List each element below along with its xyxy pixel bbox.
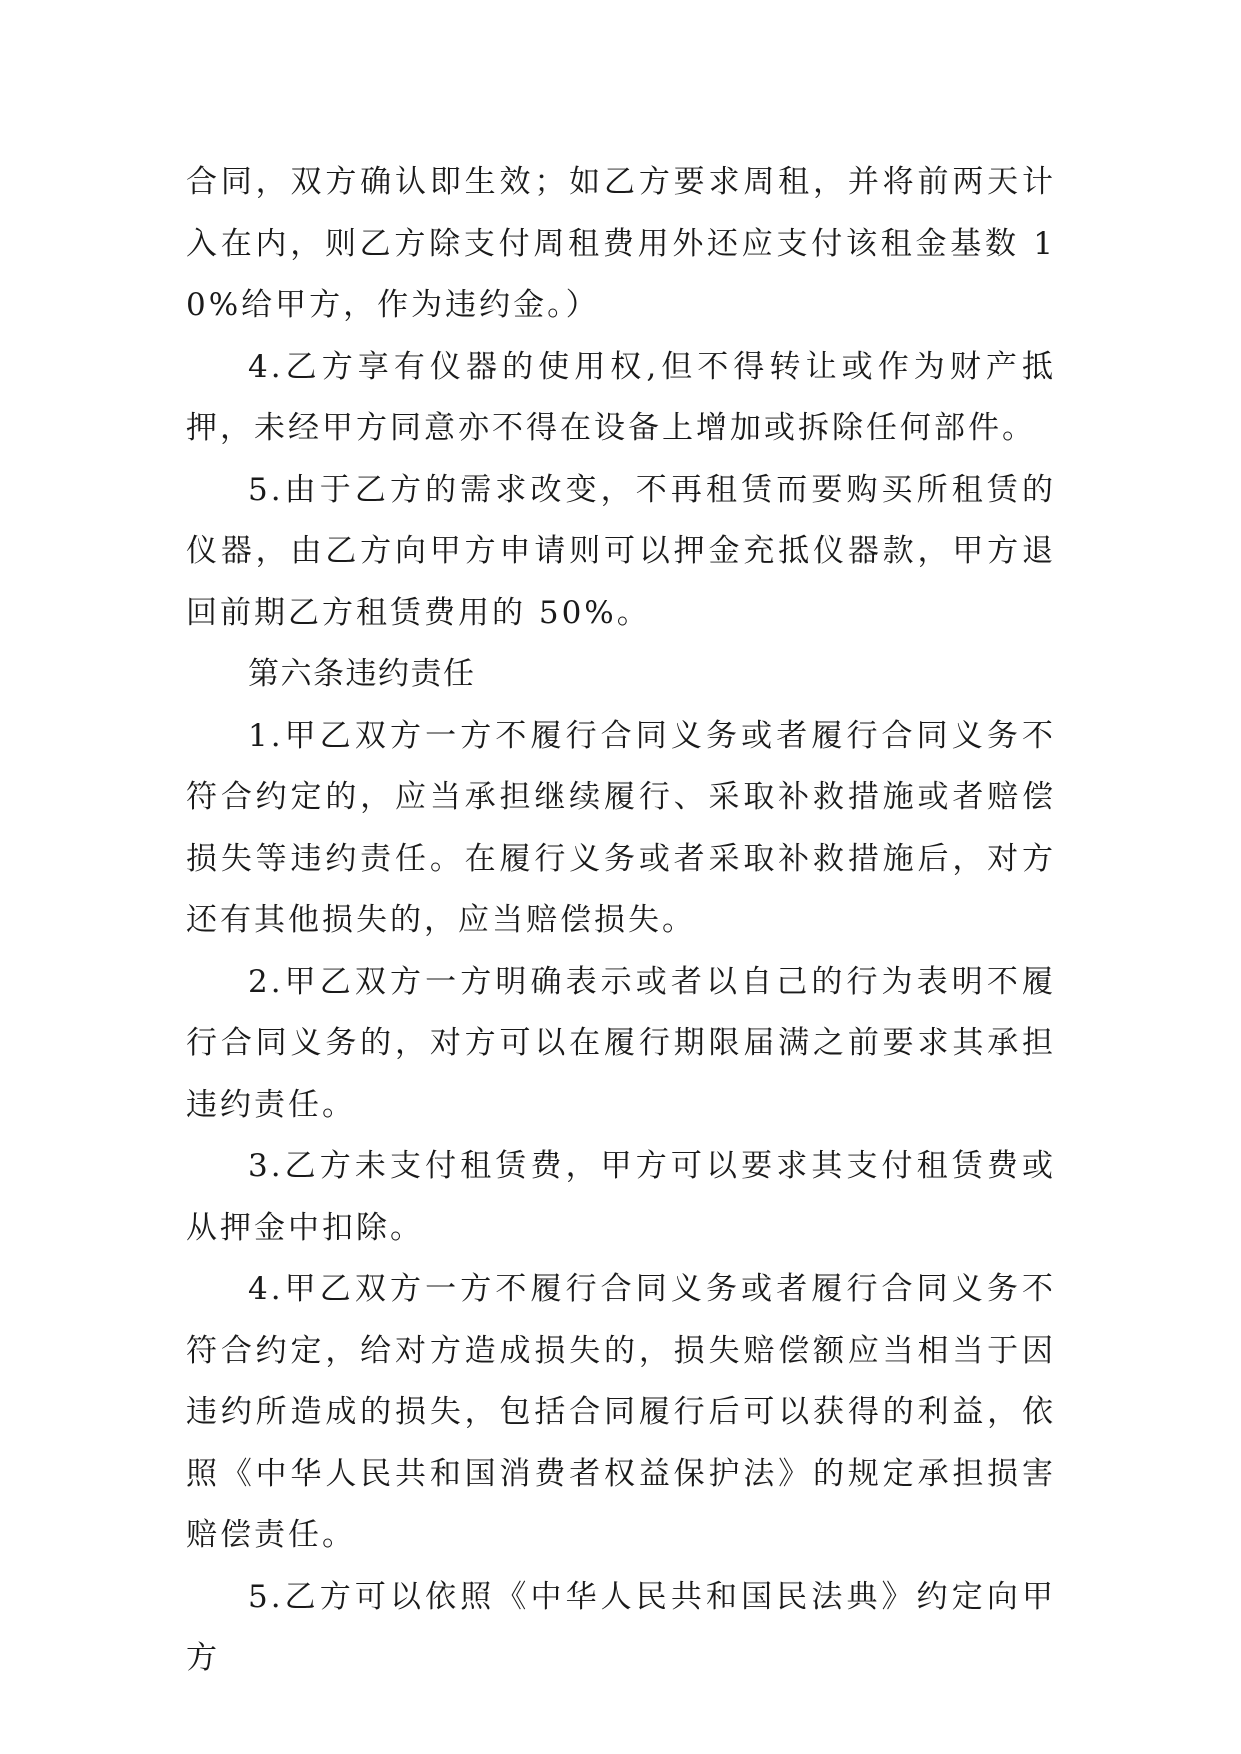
document-body — [186, 152, 1056, 1690]
paragraph-liability-1: 1.甲乙双方一方不履行合同义务或者履行合同义务不符合约定的，应当承担继续履行、采取补救措施或者赔偿损失等违约责任。在履行义务或者采取补救措施后，对方还有其他损失的，应当赔偿损失。 — [186, 717, 1056, 938]
paragraph-liability-5: 5.乙方可以依照《中华人民共和国民法典》约定向甲方 — [186, 1578, 1056, 1676]
section-heading-liability: 第六条违约责任 — [248, 656, 476, 692]
paragraph-liability-2: 2.甲乙双方一方明确表示或者以自己的行为表明不履行合同义务的，对方可以在履行期限届满之前要求其承担违约责任。 — [186, 963, 1056, 1123]
paragraph-rent-terms-continued: 合同，双方确认即生效；如乙方要求周租，并将前两天计入在内，则乙方除支付周租费用外还应支付该租金基数 10%给甲方，作为违约金。） — [186, 164, 1056, 323]
paragraph-clause-4-usage-right: 4.乙方享有仪器的使用权,但不得转让或作为财产抵押，未经甲方同意亦不得在设备上增加或拆除任何部件。 — [186, 348, 1056, 446]
paragraph-liability-3: 3.乙方未支付租赁费，甲方可以要求其支付租赁费或从押金中扣除。 — [186, 1148, 1056, 1246]
paragraph-clause-5-purchase: 5.由于乙方的需求改变，不再租赁而要购买所租赁的仪器，由乙方向甲方申请则可以押金充抵仪器款，甲方退回前期乙方租赁费用的 50%。 — [186, 471, 1056, 631]
paragraph-liability-4: 4.甲乙双方一方不履行合同义务或者履行合同义务不符合约定，给对方造成损失的，损失赔偿额应当相当于因违约所造成的损失，包括合同履行后可以获得的利益，依照《中华人民共和国消费者权益保护法》的规定承担损害赔偿责任。 — [186, 1271, 1056, 1553]
